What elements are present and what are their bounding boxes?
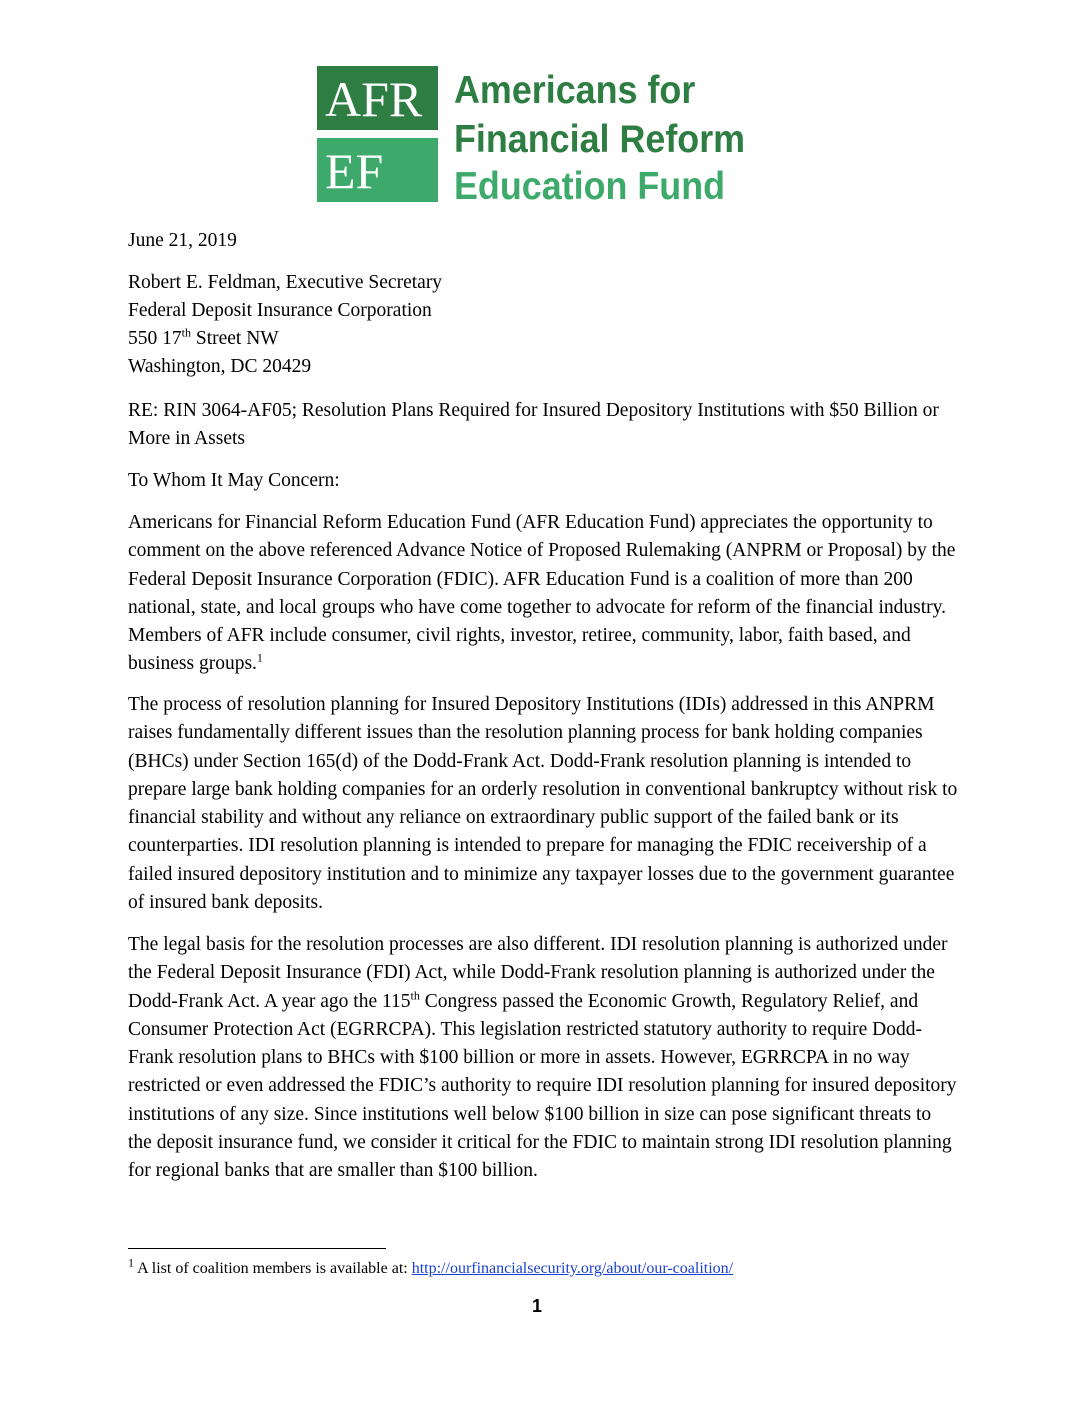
logo-line-3: Education Fund <box>454 165 726 208</box>
logo-mark-ef: EF <box>325 143 384 199</box>
afr-logo <box>317 66 777 208</box>
address-line-2: Federal Deposit Insurance Corporation <box>128 300 432 321</box>
footnote-divider <box>128 1248 386 1249</box>
logo-line-1: Americans for <box>454 69 696 112</box>
coalition-link[interactable]: http://ourfinancialsecurity.org/about/our-coalition/ <box>411 1260 734 1277</box>
logo-line-2: Financial Reform <box>454 118 746 161</box>
logo-mark-afr: AFR <box>325 71 423 127</box>
paragraph-3: The legal basis for the resolution processes are also different. IDI resolution planning is authorized under the Federal Deposit Insurance (FDI) Act, while Dodd-Frank resolution planning is authorized under the Dodd-Frank Act. A year ago the 115th Congress passed the Economic Growth, Regulatory Relief, and Consumer Protection Act (EGRRCPA). This legislation restricted statutory authority to require Dodd-Frank resolution plans to BHCs with $100 billion or more in assets. However, EGRRCPA in no way restricted or even addressed the FDIC’s authority to require IDI resolution planning for insured depository institutions of any size. Since institutions well below $100 billion in size can pose significant threats to the deposit insurance fund, we consider it critical for the FDIC to maintain strong IDI resolution planning for regional banks that are smaller than $100 billion. <box>128 934 957 1182</box>
letter-date: June 21, 2019 <box>128 230 237 251</box>
logo-box-afr <box>317 66 438 130</box>
address-line-4: Washington, DC 20429 <box>128 356 312 377</box>
page-number: 1 <box>532 1296 543 1316</box>
address-line-3: 550 17th Street NW <box>128 325 279 349</box>
salutation: To Whom It May Concern: <box>128 470 340 491</box>
address-line-1: Robert E. Feldman, Executive Secretary <box>128 272 443 293</box>
paragraph-2: The process of resolution planning for Insured Depository Institutions (IDIs) addressed in this ANPRM raises fundamentally different issues than the resolution planning process for bank holding companies (BHCs) under Section 165(d) of the Dodd-Frank Act. Dodd-Frank resolution planning is intended to prepare large bank holding companies for an orderly resolution in conventional bankruptcy without risk to financial stability and without any reliance on extraordinary public support of the failed bank or its counterparties. IDI resolution planning is intended to prepare for managing the FDIC receivership of a failed insured depository institution and to minimize any taxpayer losses due to the government guarantee of insured bank deposits. <box>128 694 958 914</box>
logo-box-ef <box>317 138 438 202</box>
paragraph-1: Americans for Financial Reform Education Fund (AFR Education Fund) appreciates the opportunity to comment on the above referenced Advance Notice of Proposed Rulemaking (ANPRM or Proposal) by the Federal Deposit Insurance Corporation (FDIC). AFR Education Fund is a coalition of more than 200 national, state, and local groups who have come together to advocate for reform of the financial industry. Members of AFR include consumer, civil rights, investor, retiree, community, labor, faith based, and business groups.$^1$ <box>128 512 956 675</box>
footnote: $^1$ A list of coalition members is available at: http://ourfinancialsecurity.org/about/our-coalition/ <box>128 1255 734 1277</box>
re-line: RE: RIN 3064-AF05; Resolution Plans Required for Insured Depository Institutions with $50 Billion or More in Assets <box>128 400 939 450</box>
